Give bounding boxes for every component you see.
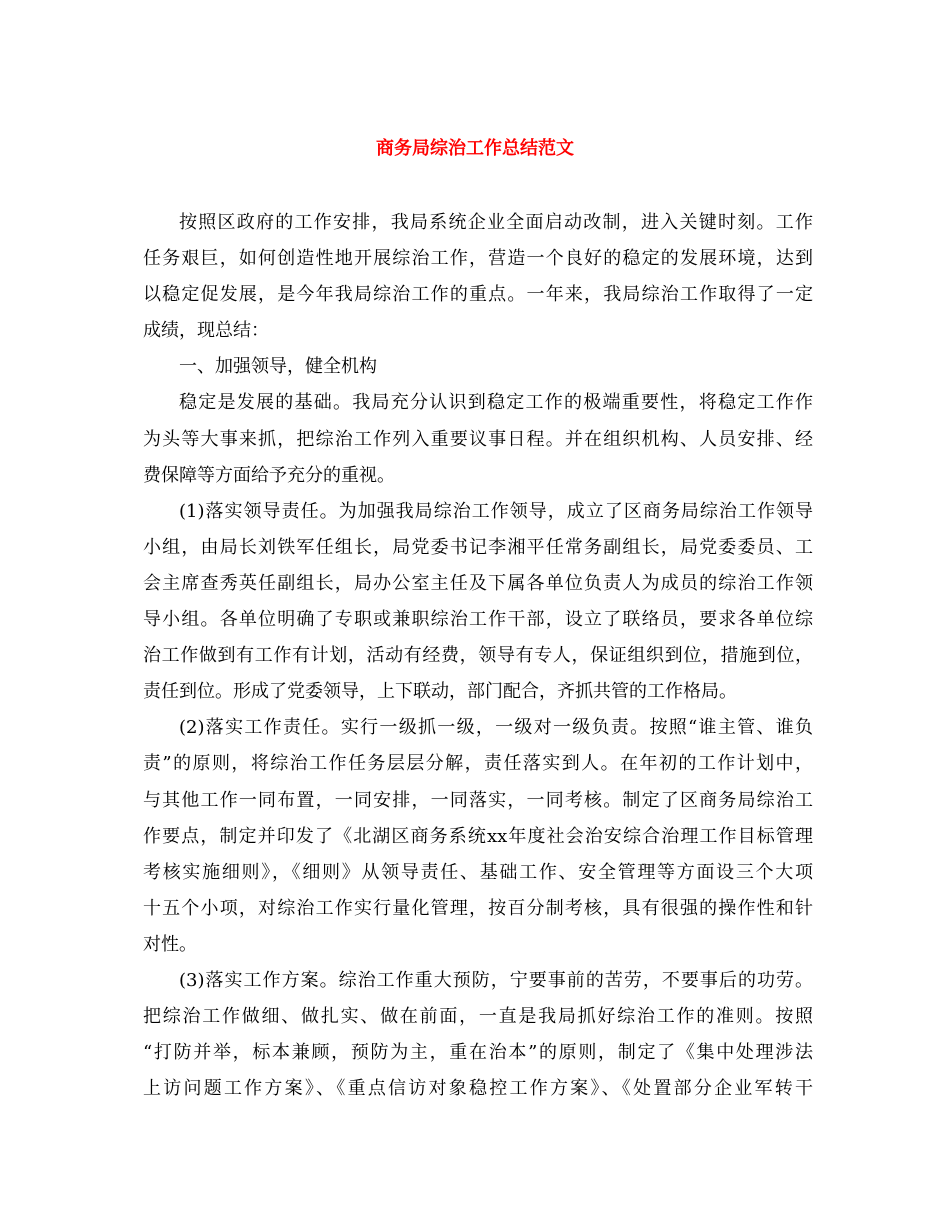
body-text-line: 对性。: [143, 933, 197, 955]
document-title: 商务局综治工作总结范文: [376, 138, 574, 159]
body-text-line: (1)落实领导责任。为加强我局综治工作领导，成立了区商务局综治工作领导: [179, 500, 813, 522]
body-text-line: 作要点，制定并印发了《北湖区商务系统xx年度社会治安综合治理工作目标管理: [143, 825, 813, 847]
document-body: [143, 205, 813, 1107]
body-text-line: 责”的原则，将综治工作任务层层分解，责任落实到人。在年初的工作计划中，: [143, 753, 813, 775]
body-text-line: 导小组。各单位明确了专职或兼职综治工作干部，设立了联络员，要求各单位综: [143, 609, 813, 631]
body-text-line: 一、加强领导，健全机构: [179, 356, 377, 378]
body-text-line: 稳定是发展的基础。我局充分认识到稳定工作的极端重要性，将稳定工作作: [179, 392, 813, 414]
body-text-line: 为头等大事来抓，把综治工作列入重要议事日程。并在组织机构、人员安排、经: [143, 428, 813, 450]
body-text-line: 责任到位。形成了党委领导，上下联动，部门配合，齐抓共管的工作格局。: [143, 681, 737, 703]
body-text-line: 任务艰巨，如何创造性地开展综治工作，营造一个良好的稳定的发展环境，达到: [143, 248, 813, 270]
body-text-line: 把综治工作做细、做扎实、做在前面，一直是我局抓好综治工作的准则。按照: [143, 1006, 813, 1028]
body-text-line: 与其他工作一同布置，一同安排，一同落实，一同考核。制定了区商务局综治工: [143, 789, 813, 811]
body-text-line: (3)落实工作方案。综治工作重大预防，宁要事前的苦劳，不要事后的功劳。: [179, 969, 813, 991]
body-text-line: 上访问题工作方案》、《重点信访对象稳控工作方案》、《处置部分企业军转干: [143, 1078, 813, 1100]
body-text-line: 成绩，现总结：: [143, 320, 269, 342]
body-text-line: 考核实施细则》，《细则》从领导责任、基础工作、安全管理等方面设三个大项: [143, 861, 813, 883]
body-text-line: 会主席查秀英任副组长，局办公室主任及下属各单位负责人为成员的综治工作领: [143, 572, 813, 594]
body-text-line: (2)落实工作责任。实行一级抓一级，一级对一级负责。按照“谁主管、谁负: [179, 717, 813, 739]
body-text-line: 费保障等方面给予充分的重视。: [143, 464, 395, 486]
body-text-line: 十五个小项，对综治工作实行量化管理，按百分制考核，具有很强的操作性和针: [143, 897, 813, 919]
body-text-line: 以稳定促发展，是今年我局综治工作的重点。一年来，我局综治工作取得了一定: [143, 284, 813, 306]
body-text-line: 按照区政府的工作安排，我局系统企业全面启动改制，进入关键时刻。工作: [179, 212, 813, 233]
body-text-line: “打防并举，标本兼顾，预防为主，重在治本”的原则，制定了《集中处理涉法: [143, 1042, 813, 1064]
body-text-line: 治工作做到有工作有计划，活动有经费，领导有专人，保证组织到位，措施到位，: [143, 645, 813, 667]
body-text-line: 小组，由局长刘铁军任组长，局党委书记李湘平任常务副组长，局党委委员、工: [143, 536, 813, 558]
